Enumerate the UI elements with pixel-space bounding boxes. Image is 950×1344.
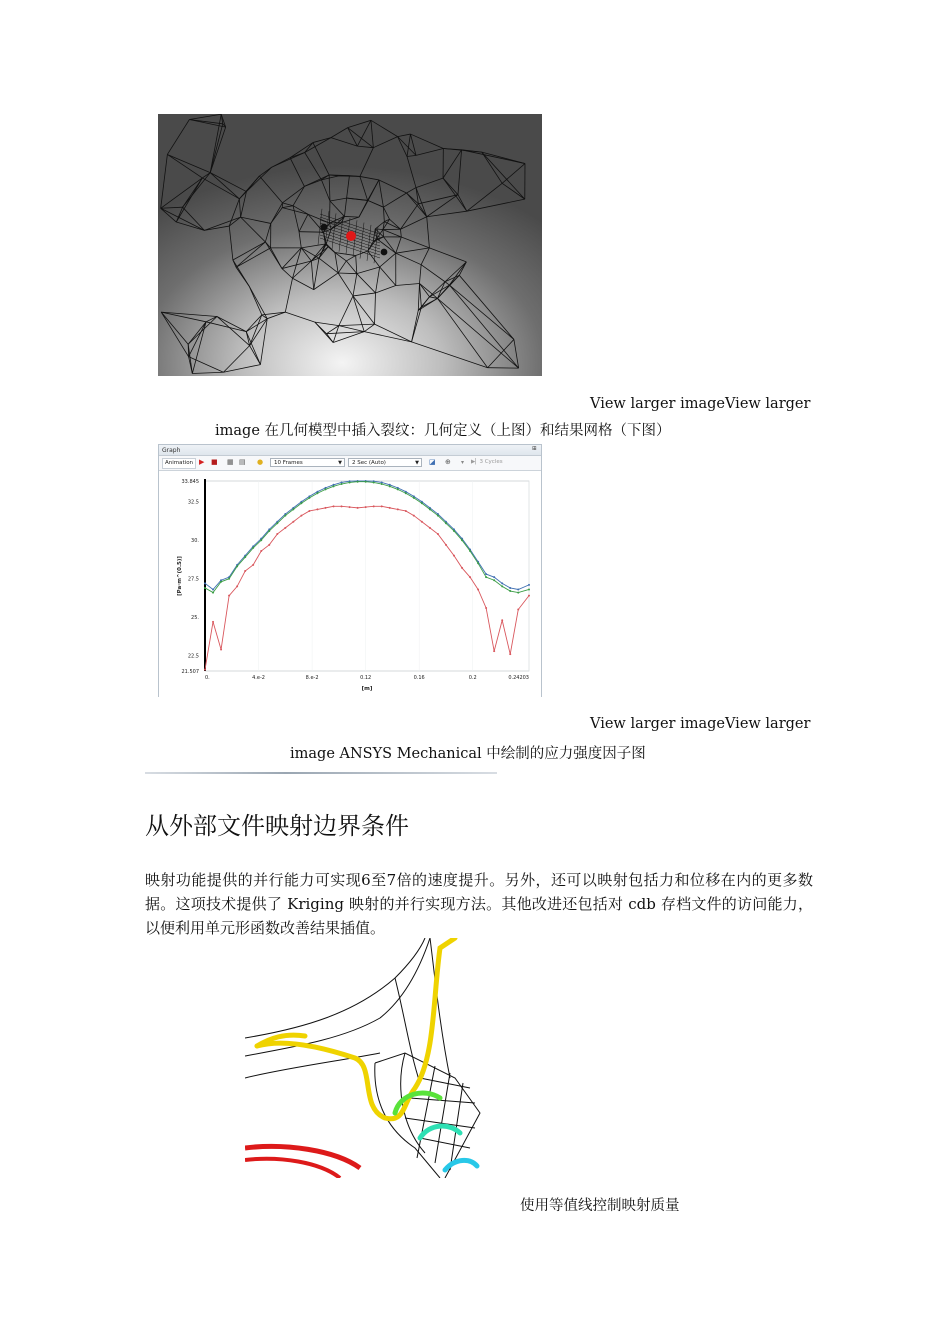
data-point-green [268,530,270,532]
data-point-green [349,481,351,483]
crack-tip-marker [346,231,356,241]
data-point-green [373,481,375,483]
data-point-red [528,595,530,597]
data-point-red [517,609,519,611]
data-point-green [405,492,407,494]
data-point-red [316,508,318,510]
data-point-red [509,653,511,655]
data-point-red [373,505,375,507]
data-point-green [461,539,463,541]
data-point-green [501,585,503,587]
lightbulb-icon[interactable]: ● [257,458,264,466]
data-point-green [421,502,423,504]
distribute-icon[interactable]: ◪ [429,458,436,466]
chart-frame [205,481,529,671]
x-tick-label: 4.e-2 [252,675,265,681]
data-point-green [357,481,359,483]
graph-window-title: Graph [159,445,541,456]
data-point-red [453,555,455,557]
pin-icon[interactable]: ⊞ [531,445,537,452]
x-axis-label: [m] [361,686,373,692]
duration-select-value: 2 Sec (Auto) [352,460,386,466]
zoom-icon[interactable]: ⊕ [445,458,451,466]
graph-panel [158,444,542,697]
data-point-red [501,619,503,621]
chevron-down-icon: ▼ [338,460,342,466]
crack-mesh-svg [158,114,542,376]
y-axis-label: [Pa·m^(0.5)] [177,556,183,596]
data-point-green [528,588,530,590]
data-point-red [292,521,294,523]
cycles-label: 3 Cycles [479,459,503,465]
data-point-green [276,522,278,524]
animation-button[interactable]: Animation [162,458,196,469]
data-point-green [292,508,294,510]
data-point-red [236,585,238,587]
data-point-blue [493,576,495,578]
data-point-green [341,483,343,485]
section-paragraph: 映射功能提供的并行能力可实现6至7倍的速度提升。另外，还可以映射包括力和位移在内的更多数据。这项技术提供了 Kriging 映射的并行实现方法。其他改进还包括对 cdb 存档文件的访问能力，以便利用单元形函数改善结果插值。 [145,871,813,937]
data-point-red [308,510,310,512]
data-point-green [365,481,367,483]
data-point-green [333,485,335,487]
data-point-green [260,539,262,541]
data-point-red [276,533,278,535]
data-point-red [445,544,447,546]
mapping-contour-svg [245,938,535,1178]
data-point-green [413,497,415,499]
data-point-green [204,587,206,589]
figure2-caption-line1: View larger imageView larger [590,716,811,732]
data-point-green [429,508,431,510]
duration-select[interactable] [348,458,422,467]
y-tick-label: 21.507 [181,669,199,675]
data-point-red [228,595,230,597]
figure2-caption-line2: image ANSYS Mechanical 中绘制的应力强度因子图 [290,746,646,762]
data-point-green [300,502,302,504]
data-point-green [445,522,447,524]
data-point-red [413,515,415,517]
data-point-green [236,565,238,567]
data-point-red [349,506,351,508]
data-point-red [324,507,326,509]
y-tick-label: 32.5 [187,499,199,506]
data-point-red [381,505,383,507]
data-point-red [260,550,262,552]
data-point-green [212,592,214,594]
y-tick-label: 22.5 [187,653,199,660]
graph-toolbar [159,456,541,471]
red-contour-inner [245,1159,340,1178]
data-point-red [252,564,254,566]
export-icon[interactable]: ▦ [227,458,234,466]
data-point-green [324,488,326,490]
data-point-red [284,527,286,529]
x-tick-label: 0.2 [468,675,477,681]
data-point-red [333,505,335,507]
data-point-blue [212,588,214,590]
data-point-red [461,567,463,569]
data-point-blue [485,573,487,575]
settings-icon[interactable]: ▤ [239,458,246,466]
figure1-caption-line2: image 在几何模型中插入裂纹：几何定义（上图）和结果网格（下图） [215,423,671,439]
data-point-blue [509,587,511,589]
stop-icon[interactable]: ■ [211,458,218,466]
data-point-green [469,550,471,552]
data-point-green [316,492,318,494]
data-point-red [357,507,359,509]
data-point-green [252,547,254,549]
data-point-red [389,507,391,509]
data-point-red [268,544,270,546]
crack-mesh-image [158,114,542,376]
data-point-green [437,515,439,517]
data-point-green [509,590,511,592]
options-icon[interactable]: ▾ [461,459,465,466]
cyan-contour [445,1160,477,1170]
x-tick-label: 0.12 [360,675,372,681]
y-tick-label: 27.5 [187,576,199,583]
data-point-green [228,578,230,580]
mapping-contour-image [245,938,535,1178]
data-point-red [421,521,423,523]
data-point-green [389,485,391,487]
data-point-red [397,508,399,510]
chevron-down-icon: ▼ [415,460,419,466]
data-point-green [220,581,222,583]
section-heading: 从外部文件映射边界条件 [145,812,409,840]
data-point-red [485,607,487,609]
data-point-red [204,669,206,671]
data-point-red [300,515,302,517]
data-point-red [220,649,222,651]
sif-chart [159,471,541,697]
data-point-green [244,556,246,558]
cycles-button[interactable]: ▶▏3 Cycles [471,459,503,465]
play-icon[interactable]: ▶ [199,458,205,466]
data-point-red [212,621,214,623]
data-point-green [453,530,455,532]
data-point-green [493,579,495,581]
data-point-green [381,483,383,485]
data-point-green [397,488,399,490]
data-point-green [308,497,310,499]
section-divider [145,772,497,774]
data-point-blue [517,588,519,590]
data-point-blue [501,582,503,584]
x-tick-label: 8.e-2 [305,675,319,681]
y-tick-label: 25. [191,615,199,622]
data-point-green [477,562,479,564]
y-tick-label: 33.845 [181,479,199,485]
data-point-blue [204,582,206,584]
figure3-caption: 使用等值线控制映射质量 [520,1198,680,1214]
frames-select-value: 10 Frames [274,460,303,466]
data-point-red [477,588,479,590]
data-point-red [244,570,246,572]
data-point-red [365,506,367,508]
data-point-red [341,505,343,507]
data-point-green [485,576,487,578]
y-tick-label: 30. [191,538,199,545]
data-point-blue [528,584,530,586]
data-point-red [429,527,431,529]
data-point-red [437,533,439,535]
frames-select[interactable] [270,458,345,467]
x-tick-label: 0. [205,675,210,681]
figure1-caption-line1: View larger imageView larger [590,396,811,412]
data-point-red [405,510,407,512]
graph-plot-area [159,471,541,697]
data-point-red [469,576,471,578]
data-point-green [284,515,286,517]
data-point-red [493,650,495,652]
x-tick-label: 0.24203 [508,675,529,681]
data-point-green [517,592,519,594]
x-tick-label: 0.16 [413,675,425,681]
